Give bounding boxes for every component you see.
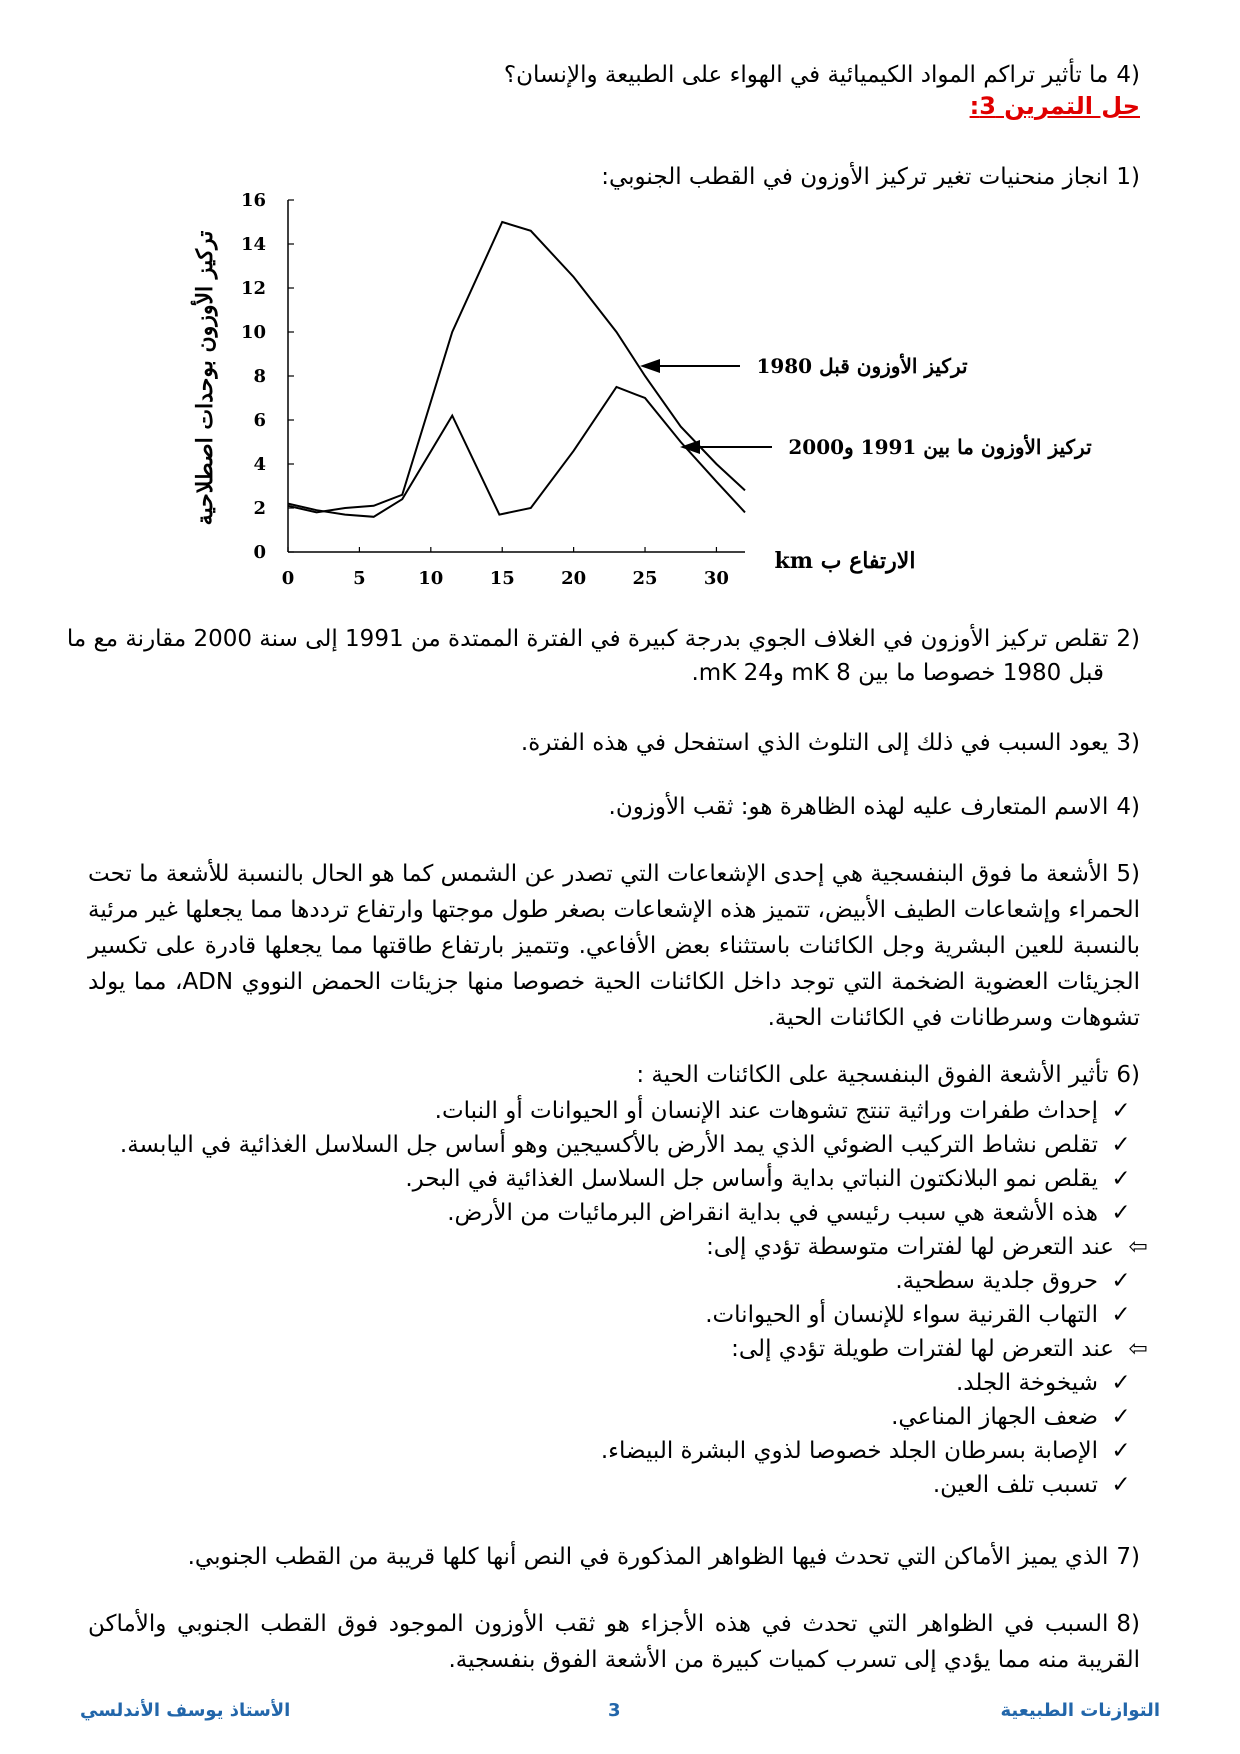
list-item: ✓الإصابة بسرطان الجلد خصوصا لذوي البشرة البيضاء. <box>601 1434 1134 1468</box>
list-item: ✓تقلص نشاط التركيب الضوئي الذي يمد الأرض بالأكسيجين وهو أساس جل السلاسل الغذائية في اليابسة. <box>120 1128 1134 1162</box>
answer-7: (7الذي يميز الأماكن التي تحدث فيها الظواهر المذكورة في النص أنها كلها قريبة من القطب الجنوبي. <box>187 1544 1140 1570</box>
list-item: ✓التهاب القرنية سواء للإنسان أو الحيوانات. <box>705 1298 1134 1332</box>
x-axis-label: الارتفاع ب km <box>774 548 916 574</box>
question-4: (4ما تأثير تراكم المواد الكيميائية في الهواء على الطبيعة والإنسان؟ <box>503 62 1140 88</box>
list-item: ✓إحداث طفرات وراثية تنتج تشوهات عند الإنسان أو الحيوانات أو النبات. <box>435 1094 1134 1128</box>
check-icon: ✓ <box>1111 1166 1131 1192</box>
x-tick-label: 30 <box>703 568 729 589</box>
y-axis-label: تركيز الأوزون بوحدات اصطلاحية <box>192 230 218 526</box>
answer-8: (8السبب في الظواهر التي تحدث في هذه الأجزاء هو ثقب الأوزون الموجود فوق القطب الجنوبي والأماكن القريبة منه مما يؤدي إلى تسرب كميات كبيرة من الأشعة الفوق بنفسجية. <box>88 1611 1140 1673</box>
ozone-chart <box>0 185 1240 785</box>
check-icon: ✓ <box>1111 1472 1131 1498</box>
medium-exposure-title: ⇦عند التعرض لها لفترات متوسطة تؤدي إلى: <box>706 1230 1152 1264</box>
list-item: ✓ضعف الجهاز المناعي. <box>891 1400 1134 1434</box>
y-tick-label: 16 <box>240 190 266 211</box>
y-tick-label: 4 <box>253 454 266 475</box>
answer-3: (3يعود السبب في ذلك إلى التلوث الذي استفحل في هذه الفترة. <box>520 730 1140 756</box>
series-line-before-1980 <box>288 222 745 512</box>
annotation-before-1980 <box>640 353 968 379</box>
arrow-left-icon: ⇦ <box>1128 1336 1148 1362</box>
check-icon: ✓ <box>1111 1200 1131 1226</box>
answer-2-line-1: (2تقلص تركيز الأوزون في الغلاف الجوي بدرجة كبيرة في الفترة الممتدة من 1991 إلى سنة 2000 مقارنة مع ما <box>66 626 1140 652</box>
footer-author: الأستاذ يوسف الأندلسي <box>80 1700 291 1721</box>
list-item: ✓شيخوخة الجلد. <box>956 1366 1134 1400</box>
answer-6-intro: (6تأثير الأشعة الفوق البنفسجية على الكائنات الحية : <box>636 1062 1140 1088</box>
answer-4: (4الاسم المتعارف عليه لهذه الظاهرة هو: ثقب الأوزون. <box>608 794 1140 820</box>
list-item: ✓تسبب تلف العين. <box>933 1468 1134 1502</box>
y-tick-label: 14 <box>240 234 266 255</box>
footer-subject: التوازنات الطبيعية <box>1000 1700 1160 1721</box>
check-icon: ✓ <box>1111 1302 1131 1328</box>
x-tick-label: 25 <box>632 568 658 589</box>
check-icon: ✓ <box>1111 1268 1131 1294</box>
y-tick-label: 12 <box>240 278 266 299</box>
solution-heading: حل التمرين 3: <box>969 92 1140 120</box>
label-1991-2000: تركيز الأوزون ما بين 1991 و2000 <box>788 435 1092 459</box>
long-exposure-title: ⇦عند التعرض لها لفترات طويلة تؤدي إلى: <box>731 1332 1152 1366</box>
answer-1: (1انجاز منحنيات تغير تركيز الأوزون في القطب الجنوبي: <box>601 164 1140 190</box>
x-tick-label: 20 <box>561 568 587 589</box>
y-tick-label: 0 <box>253 542 266 563</box>
check-icon: ✓ <box>1111 1098 1131 1124</box>
y-tick-label: 2 <box>253 498 266 519</box>
series-line-1991-2000 <box>288 387 745 517</box>
list-item: ✓هذه الأشعة هي سبب رئيسي في بداية انقراض البرمائيات من الأرض. <box>447 1196 1134 1230</box>
check-icon: ✓ <box>1111 1370 1131 1396</box>
y-tick-label: 6 <box>253 410 266 431</box>
page-number: 3 <box>608 1700 621 1721</box>
answer-2-line-2: قبل 1980 خصوصا ما بين 8 mK و24 mK. <box>691 660 1104 686</box>
y-tick-label: 8 <box>253 366 266 387</box>
label-before-1980: تركيز الأوزون قبل 1980 <box>756 354 968 378</box>
check-icon: ✓ <box>1111 1404 1131 1430</box>
arrow-left-icon: ⇦ <box>1128 1234 1148 1260</box>
list-item: ✓حروق جلدية سطحية. <box>895 1264 1134 1298</box>
x-tick-label: 0 <box>281 568 295 589</box>
check-icon: ✓ <box>1111 1132 1131 1158</box>
annotation-1991-2000 <box>680 434 1092 460</box>
x-tick-label: 5 <box>353 568 366 589</box>
x-tick-label: 15 <box>489 568 515 589</box>
check-icon: ✓ <box>1111 1438 1131 1464</box>
answer-5: (5الأشعة ما فوق البنفسجية هي إحدى الإشعاعات التي تصدر عن الشمس كما هو الحال بالنسبة للأشعة ما تحت الحمراء وإشعاعات الطيف الأبيض، تتميز هذه الإشعاعات بصغر طول موجتها وارتفاع ترددها مما يجعلها غير مرئية بالنسبة للعين البشرية وجل الكائنات باستثناء بعض الأفاعي. وتتميز بارتفاع طاقتها مما يجعلها قادرة على تكسير الجزيئات العضوية الضخمة التي توجد داخل الكائنات الحية خصوصا منها جزيئات الحمض النووي ADN، مما يولد تشوهات وسرطانات في الكائنات الحية. <box>88 861 1140 1031</box>
x-tick-label: 10 <box>418 568 444 589</box>
list-item: ✓يقلص نمو البلانكتون النباتي بداية وأساس جل السلاسل الغذائية في البحر. <box>405 1162 1134 1196</box>
y-tick-label: 10 <box>240 322 266 343</box>
